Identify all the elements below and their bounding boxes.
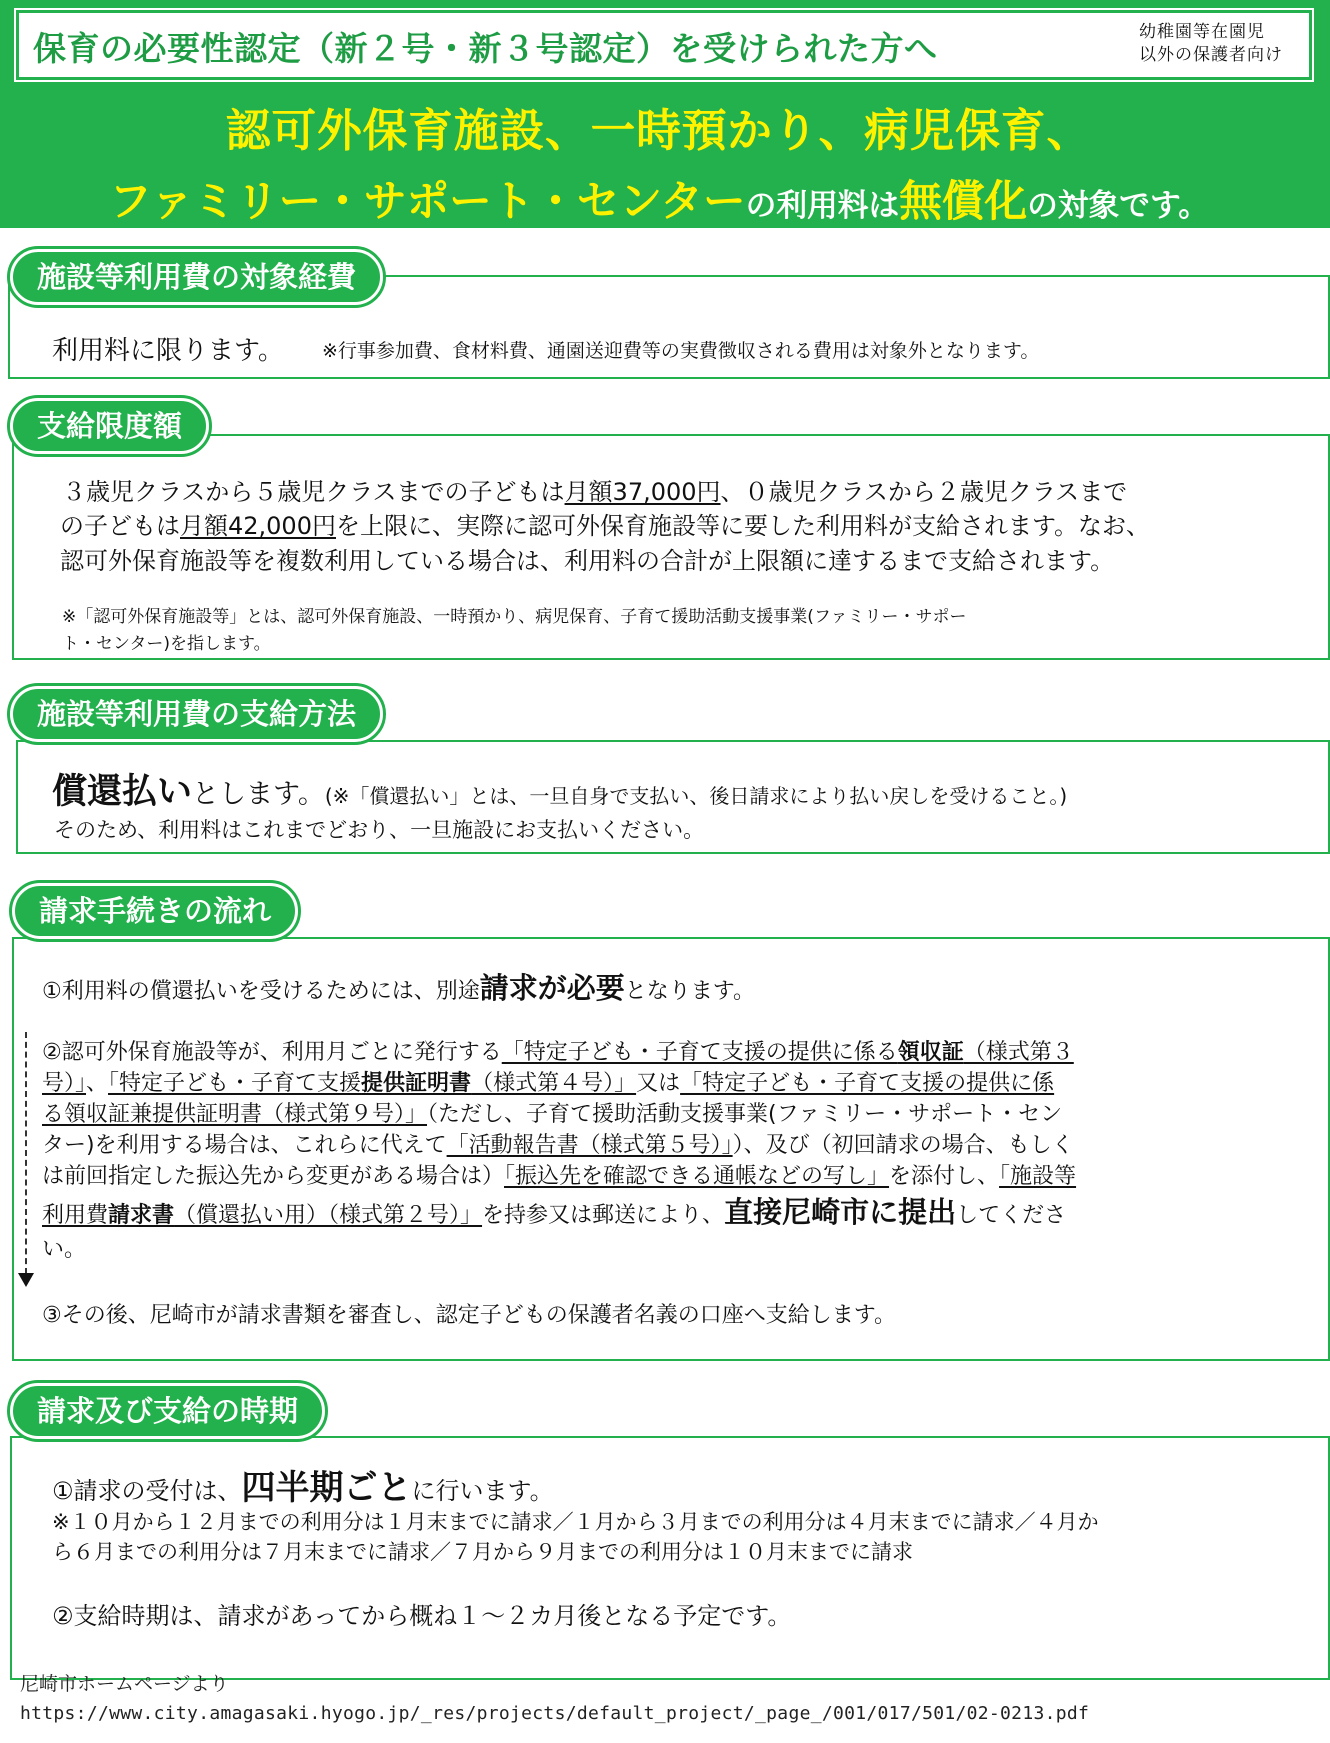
limit-note-line1: ※「認可外保育施設等」とは、認可外保育施設、一時預かり、病児保育、子育て援助活動支援事業(ファミリー・サポー — [62, 607, 967, 627]
header-title: 保育の必要性認定（新２号・新３号認定）を受けられた方へ — [33, 29, 938, 68]
header-title-box — [16, 10, 1312, 80]
limit-line3: 認可外保育施設等を複数利用している場合は、利用料の合計が上限額に達するまで支給されます。 — [60, 547, 1115, 575]
timing-line2: ②支給時期は、請求があってから概ね１～２カ月後となる予定です。 — [52, 1602, 792, 1630]
method-line1: 償還払いとします。(※「償還払い」とは、一旦自身で支払い、後日請求により払い戻しを受けること。) — [52, 772, 1068, 812]
flow-step2-line4: ター)を利用する場合は、これらに代えて「活動報告書（様式第５号）」）、及び（初回請求の場合、もしく — [42, 1133, 1074, 1158]
headline-text-end: の対象です。 — [1027, 188, 1209, 224]
audience-note-line1: 幼稚園等在園児 — [1139, 22, 1265, 42]
limit-note-line2: ト・センター)を指します。 — [62, 634, 271, 654]
flow-step1: ①利用料の償還払いを受けるためには、別途請求が必要となります。 — [42, 971, 755, 1005]
audience-note — [1139, 21, 1299, 67]
flow-step2-line6: 利用費請求書（償還払い用）（様式第２号）」を持参又は郵送により、直接尼崎市に提出してくださ — [42, 1195, 1067, 1229]
header-banner — [0, 0, 1330, 228]
flow-step1-claim-required: 請求が必要 — [479, 971, 625, 1005]
headline-line2 — [0, 168, 1318, 229]
flow-step3: ③その後、尼崎市が請求書類を審査し、認定子どもの保護者名義の口座へ支給します。 — [42, 1303, 896, 1328]
audience-note-line2: 以外の保護者向け — [1139, 45, 1283, 65]
flow-arrow-head-icon — [18, 1273, 34, 1287]
timing-note-line1: ※１０月から１２月までの利用分は１月末までに請求／１月から３月までの利用分は４月末までに請求／４月か — [52, 1510, 1099, 1534]
flow-step2-line7: い。 — [42, 1237, 87, 1262]
headline-line1: 認可外保育施設、一時預かり、病児保育、 — [225, 104, 1093, 157]
covered-costs-note: ※行事参加費、食材料費、通園送迎費等の実費徴収される費用は対象外となります。 — [322, 340, 1040, 362]
flow-step2-line2: 号）」、「特定子ども・子育て支援提供証明書（様式第４号）」又は「特定子ども・子育て支援の提供に係 — [42, 1071, 1055, 1096]
section-tag-claim-timing: 請求及び支給の時期 — [10, 1383, 325, 1439]
footer-source: 尼崎市ホームページより — [20, 1673, 229, 1695]
flow-arrow-line — [25, 1032, 27, 1274]
covered-costs-main: 利用料に限ります。 — [52, 336, 284, 366]
section-tag-payment-method: 施設等利用費の支給方法 — [10, 686, 383, 742]
flow-step2-line1: ②認可外保育施設等が、利用月ごとに発行する「特定子ども・子育て支援の提供に係る領収証（様式第３ — [42, 1040, 1074, 1065]
limit-line2: の子どもは月額42,000円を上限に、実際に認可外保育施設等に要した利用料が支給されます。なお、 — [60, 512, 1151, 540]
section-tag-covered-costs: 施設等利用費の対象経費 — [10, 249, 383, 305]
method-line2: そのため、利用料はこれまでどおり、一旦施設にお支払いください。 — [54, 818, 705, 842]
flow-step2-line5: は前回指定した振込先から変更がある場合は）「振込先を確認できる通帳などの写し」を添付し、「施設等 — [42, 1164, 1077, 1189]
footer-url[interactable]: https://www.city.amagasaki.hyogo.jp/_res/projects/default_project/_page_/001/017/501/02-0213.pdf — [20, 1703, 1090, 1724]
limit-amount-0-2: 月額42,000円 — [180, 512, 336, 540]
flow-submit-directly: 直接尼崎市に提出 — [724, 1195, 957, 1229]
timing-line1: ①請求の受付は、四半期ごとに行います。 — [52, 1468, 554, 1508]
headline-free: 無償化 — [899, 177, 1028, 227]
timing-note-line2: ら６月までの利用分は７月末までに請求／７月から９月までの利用分は１０月末までに請求 — [52, 1540, 913, 1564]
limit-amount-3-5: 月額37,000円 — [564, 478, 721, 506]
limit-line1: ３歳児クラスから５歳児クラスまでの子どもは月額37,000円、０歳児クラスから２歳児クラスまで — [62, 478, 1128, 506]
method-reimbursement: 償還払い — [52, 772, 193, 812]
headline-family-support: ファミリー・サポート・センター — [109, 177, 746, 227]
headline-text: の利用料は — [745, 188, 900, 224]
section-tag-claim-flow: 請求手続きの流れ — [12, 883, 298, 939]
flow-step2-line3: る領収証兼提供証明書（様式第９号）」（ただし、子育て援助活動支援事業(ファミリー・サポート・セン — [42, 1102, 1063, 1127]
section-tag-payment-limit: 支給限度額 — [10, 398, 209, 454]
timing-quarterly: 四半期ごと — [241, 1468, 412, 1508]
